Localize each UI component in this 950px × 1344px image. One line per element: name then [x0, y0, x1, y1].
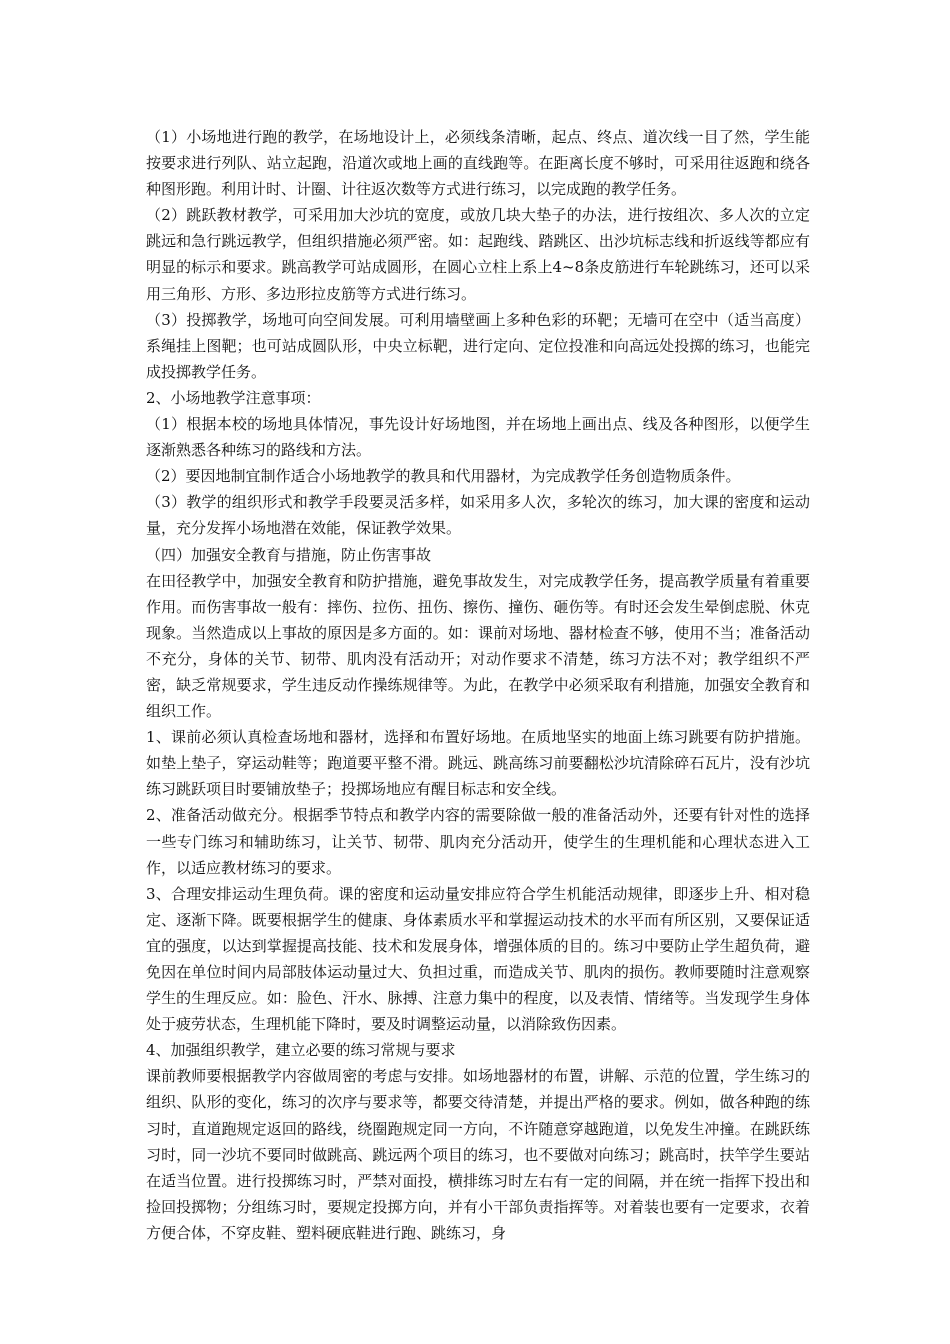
paragraph-warmup: 2、准备活动做充分。根据季节特点和教学内容的需要除做一般的准备活动外，还要有针对性的选择一些专门练习和辅助练习，让关节、韧带、肌肉充分活动开，使学生的生理机能和心理状态进入工作，以适应教材练习的要求。 — [146, 806, 810, 877]
paragraph-teaching-aids: （2）要因地制宜制作适合小场地教学的教具和代用器材，为完成教学任务创造物质条件。 — [146, 467, 741, 486]
section-heading-organization: 4、加强组织教学，建立必要的练习常规与要求 — [146, 1041, 456, 1060]
paragraph-organization-details: 课前教师要根据教学内容做周密的考虑与安排。如场地器材的布置，讲解、示范的位置，学生练习的组织、队形的变化，练习的次序与要求等，都要交待清楚，并提出严格的要求。例如，做各种跑的练习时，直道跑规定返回的路线，绕圈跑规定同一方向，不许随意穿越跑道，以免发生冲撞。在跳跃练习时，同一沙坑不要同时做跳高、跳远两个项目的练习，也不要做对向练习；跳高时，扶竿学生要站在适当位置。进行投掷练习时，严禁对面投，横排练习时左右有一定的间隔，并在统一指挥下投出和捡回投掷物；分组练习时，要规定投掷方向，并有小干部负责指挥等。对着装也要有一定要求，衣着方便合体，不穿皮鞋、塑料硬底鞋进行跑、跳练习，身 — [146, 1067, 810, 1242]
paragraph-field-map: （1）根据本校的场地具体情况，事先设计好场地图，并在场地上画出点、线及各种图形，以便学生逐渐熟悉各种练习的路线和方法。 — [146, 415, 810, 460]
paragraph-load-arrangement: 3、合理安排运动生理负荷。课的密度和运动量安排应符合学生机能活动规律，即逐步上升、相对稳定、逐渐下降。既要根据学生的健康、身体素质水平和掌握运动技术的水平而有所区别，又要保证适宜的强度，以达到掌握提高技能、技术和发展身体，增强体质的目的。练习中要防止学生超负荷，避免因在单位时间内局部肢体运动量过大、负担过重，而造成关节、肌肉的损伤。教师要随时注意观察学生的生理反应。如：脸色、汗水、脉搏、注意力集中的程度，以及表情、情绪等。当发现学生身体处于疲劳状态，生理机能下降时，要及时调整运动量，以消除致伤因素。 — [146, 884, 810, 1034]
section-heading-small-field-notes: 2、小场地教学注意事项： — [146, 388, 321, 407]
paragraph-check-field: 1、课前必须认真检查场地和器材，选择和布置好场地。在质地坚实的地面上练习跳要有防护措施。如垫上垫子，穿运动鞋等；跑道要平整不滑。跳远、跳高练习前要翻松沙坑清除碎石瓦片，没有沙坑练习跳跃项目时要铺放垫子；投掷场地应有醒目标志和安全线。 — [146, 728, 810, 799]
paragraph-jumping-teaching: （2）跳跃教材教学，可采用加大沙坑的宽度，或放几块大垫子的办法，进行按组次、多人次的立定跳远和急行跳远教学，但组织措施必须严密。如：起跑线、踏跳区、出沙坑标志线和折返线等都应有明显的标示和要求。跳高教学可站成圆形，在圆心立柱上系上4~8条皮筋进行车轮跳练习，还可以采用三角形、方形、多边形拉皮筋等方式进行练习。 — [146, 206, 810, 303]
paragraph-small-field-running: （1）小场地进行跑的教学，在场地设计上，必须线条清晰，起点、终点、道次线一目了然，学生能按要求进行列队、站立起跑，沿道次或地上画的直线跑等。在距离长度不够时，可采用往返跑和绕各种图形跑。利用计时、计圈、计往返次数等方式进行练习，以完成跑的教学任务。 — [146, 128, 810, 199]
section-heading-safety: （四）加强安全教育与措施，防止伤害事故 — [146, 545, 432, 564]
document-page — [146, 124, 810, 1246]
paragraph-throwing-teaching: （3）投掷教学，场地可向空间发展。可利用墙壁画上多种色彩的环靶；无墙可在空中（适当高度）系绳挂上图靶；也可站成圆队形，中央立标靶，进行定向、定位投准和向高远处投掷的练习，也能完成投掷教学任务。 — [146, 310, 810, 381]
paragraph-teaching-forms: （3）教学的组织形式和教学手段要灵活多样，如采用多人次，多轮次的练习，加大课的密度和运动量，充分发挥小场地潜在效能，保证教学效果。 — [146, 493, 810, 538]
paragraph-safety-intro: 在田径教学中，加强安全教育和防护措施，避免事故发生，对完成教学任务，提高教学质量有着重要作用。而伤害事故一般有：摔伤、拉伤、扭伤、擦伤、撞伤、砸伤等。有时还会发生晕倒虑脱、休克现象。当然造成以上事故的原因是多方面的。如：课前对场地、器材检查不够，使用不当；准备活动不充分，身体的关节、韧带、肌肉没有活动开；对动作要求不清楚，练习方法不对；教学组织不严密，缺乏常规要求，学生违反动作操练规律等。为此，在教学中必须采取有利措施，加强安全教育和组织工作。 — [146, 571, 810, 721]
